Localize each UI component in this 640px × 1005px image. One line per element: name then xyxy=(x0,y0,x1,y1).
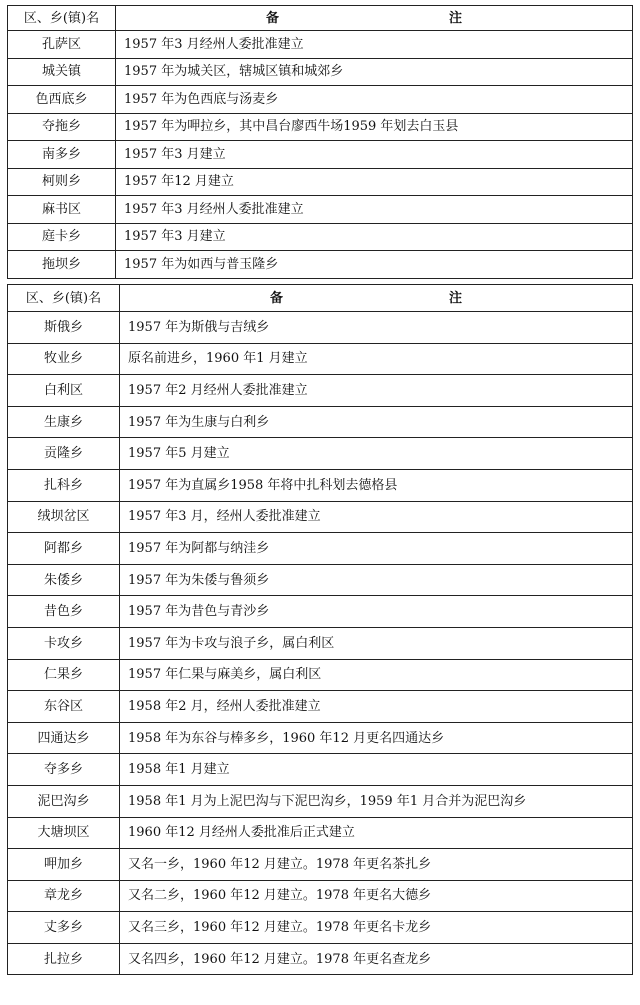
table-row xyxy=(8,880,633,912)
cell-note: 1960 年12 月经州人委批准后正式建立 xyxy=(120,817,633,849)
cell-note: 原名前进乡，1960 年1 月建立 xyxy=(120,343,633,375)
table-row xyxy=(8,196,633,224)
cell-note: 又名二乡，1960 年12 月建立。1978 年更名大德乡 xyxy=(120,880,633,912)
cell-note: 1957 年为生康与白利乡 xyxy=(120,406,633,438)
table-row xyxy=(8,58,633,86)
cell-name: 绒坝岔区 xyxy=(8,501,120,533)
cell-name: 孔萨区 xyxy=(8,31,116,59)
cell-note: 1957 年3 月经州人委批准建立 xyxy=(116,196,633,224)
table-row xyxy=(8,596,633,628)
cell-name: 朱倭乡 xyxy=(8,564,120,596)
cell-note: 又名三乡，1960 年12 月建立。1978 年更名卡龙乡 xyxy=(120,912,633,944)
table-row xyxy=(8,564,633,596)
table-row xyxy=(8,141,633,169)
cell-note: 1957 年5 月建立 xyxy=(120,438,633,470)
table-row xyxy=(8,627,633,659)
cell-note: 1957 年3 月经州人委批准建立 xyxy=(116,31,633,59)
township-table-2 xyxy=(7,284,633,975)
table-row xyxy=(8,438,633,470)
cell-name: 泥巴沟乡 xyxy=(8,785,120,817)
cell-name: 柯则乡 xyxy=(8,168,116,196)
table-row xyxy=(8,722,633,754)
cell-note: 1958 年2 月，经州人委批准建立 xyxy=(120,691,633,723)
cell-note: 又名四乡，1960 年12 月建立。1978 年更名查龙乡 xyxy=(120,943,633,975)
table-row xyxy=(8,754,633,786)
cell-name: 卡攻乡 xyxy=(8,627,120,659)
header-note-right: 注 xyxy=(448,290,462,306)
cell-note: 1957 年12 月建立 xyxy=(116,168,633,196)
table-row xyxy=(8,31,633,59)
table-row xyxy=(8,785,633,817)
table-row xyxy=(8,86,633,114)
cell-name: 四通达乡 xyxy=(8,722,120,754)
table-row xyxy=(8,251,633,279)
header-note xyxy=(120,285,633,312)
cell-note: 1957 年为直属乡1958 年将中扎科划去德格县 xyxy=(120,469,633,501)
table-row xyxy=(8,691,633,723)
cell-name: 呷加乡 xyxy=(8,849,120,881)
table-row xyxy=(8,849,633,881)
table-row xyxy=(8,943,633,975)
header-name: 区、乡(镇)名 xyxy=(8,285,120,312)
cell-name: 阿都乡 xyxy=(8,533,120,565)
cell-note: 1958 年为东谷与棒多乡，1960 年12 月更名四通达乡 xyxy=(120,722,633,754)
cell-note: 1957 年3 月建立 xyxy=(116,141,633,169)
cell-name: 色西底乡 xyxy=(8,86,116,114)
cell-name: 贡隆乡 xyxy=(8,438,120,470)
table-row xyxy=(8,343,633,375)
table-row xyxy=(8,912,633,944)
cell-note: 1957 年为如西与普玉隆乡 xyxy=(116,251,633,279)
header-name: 区、乡(镇)名 xyxy=(8,6,116,31)
cell-note: 1957 年3 月建立 xyxy=(116,223,633,251)
table-row xyxy=(8,223,633,251)
cell-name: 斯俄乡 xyxy=(8,312,120,344)
cell-name: 扎拉乡 xyxy=(8,943,120,975)
table-row xyxy=(8,113,633,141)
township-table-1 xyxy=(7,5,633,279)
cell-note: 1957 年为朱倭与鲁须乡 xyxy=(120,564,633,596)
cell-name: 南多乡 xyxy=(8,141,116,169)
cell-note: 1957 年为卡攻与浪子乡，属白利区 xyxy=(120,627,633,659)
cell-note: 1957 年为斯俄与吉绒乡 xyxy=(120,312,633,344)
cell-name: 拖坝乡 xyxy=(8,251,116,279)
cell-name: 庭卡乡 xyxy=(8,223,116,251)
cell-name: 生康乡 xyxy=(8,406,120,438)
cell-name: 仁果乡 xyxy=(8,659,120,691)
header-note xyxy=(116,6,633,31)
table-row xyxy=(8,469,633,501)
cell-note: 1957 年为阿都与纳洼乡 xyxy=(120,533,633,565)
table-row xyxy=(8,312,633,344)
cell-name: 白利区 xyxy=(8,375,120,407)
table-row xyxy=(8,659,633,691)
cell-name: 扎科乡 xyxy=(8,469,120,501)
cell-name: 东谷区 xyxy=(8,691,120,723)
cell-name: 大塘坝区 xyxy=(8,817,120,849)
cell-note: 1957 年仁果与麻美乡，属白利区 xyxy=(120,659,633,691)
table-header-row xyxy=(8,6,633,31)
cell-note: 1957 年3 月，经州人委批准建立 xyxy=(120,501,633,533)
table-row xyxy=(8,501,633,533)
table-row xyxy=(8,168,633,196)
header-note-left: 备 xyxy=(270,290,284,306)
cell-name: 麻书区 xyxy=(8,196,116,224)
cell-note: 1958 年1 月为上泥巴沟与下泥巴沟乡，1959 年1 月合并为泥巴沟乡 xyxy=(120,785,633,817)
cell-note: 1958 年1 月建立 xyxy=(120,754,633,786)
cell-note: 1957 年2 月经州人委批准建立 xyxy=(120,375,633,407)
cell-name: 丈多乡 xyxy=(8,912,120,944)
cell-name: 牧业乡 xyxy=(8,343,120,375)
cell-name: 夺多乡 xyxy=(8,754,120,786)
cell-note: 1957 年为呷拉乡，其中昌台廖西牛场1959 年划去白玉县 xyxy=(116,113,633,141)
cell-name: 城关镇 xyxy=(8,58,116,86)
cell-note: 又名一乡，1960 年12 月建立。1978 年更名茶扎乡 xyxy=(120,849,633,881)
cell-note: 1957 年为色西底与汤麦乡 xyxy=(116,86,633,114)
header-note-left: 备 xyxy=(266,10,280,26)
table-row xyxy=(8,533,633,565)
cell-name: 夺拖乡 xyxy=(8,113,116,141)
cell-name: 昔色乡 xyxy=(8,596,120,628)
cell-name: 章龙乡 xyxy=(8,880,120,912)
table-row xyxy=(8,406,633,438)
table-row xyxy=(8,817,633,849)
table-header-row xyxy=(8,285,633,312)
header-note-right: 注 xyxy=(448,10,462,26)
table-row xyxy=(8,375,633,407)
cell-note: 1957 年为城关区，辖城区镇和城郊乡 xyxy=(116,58,633,86)
cell-note: 1957 年为昔色与青沙乡 xyxy=(120,596,633,628)
